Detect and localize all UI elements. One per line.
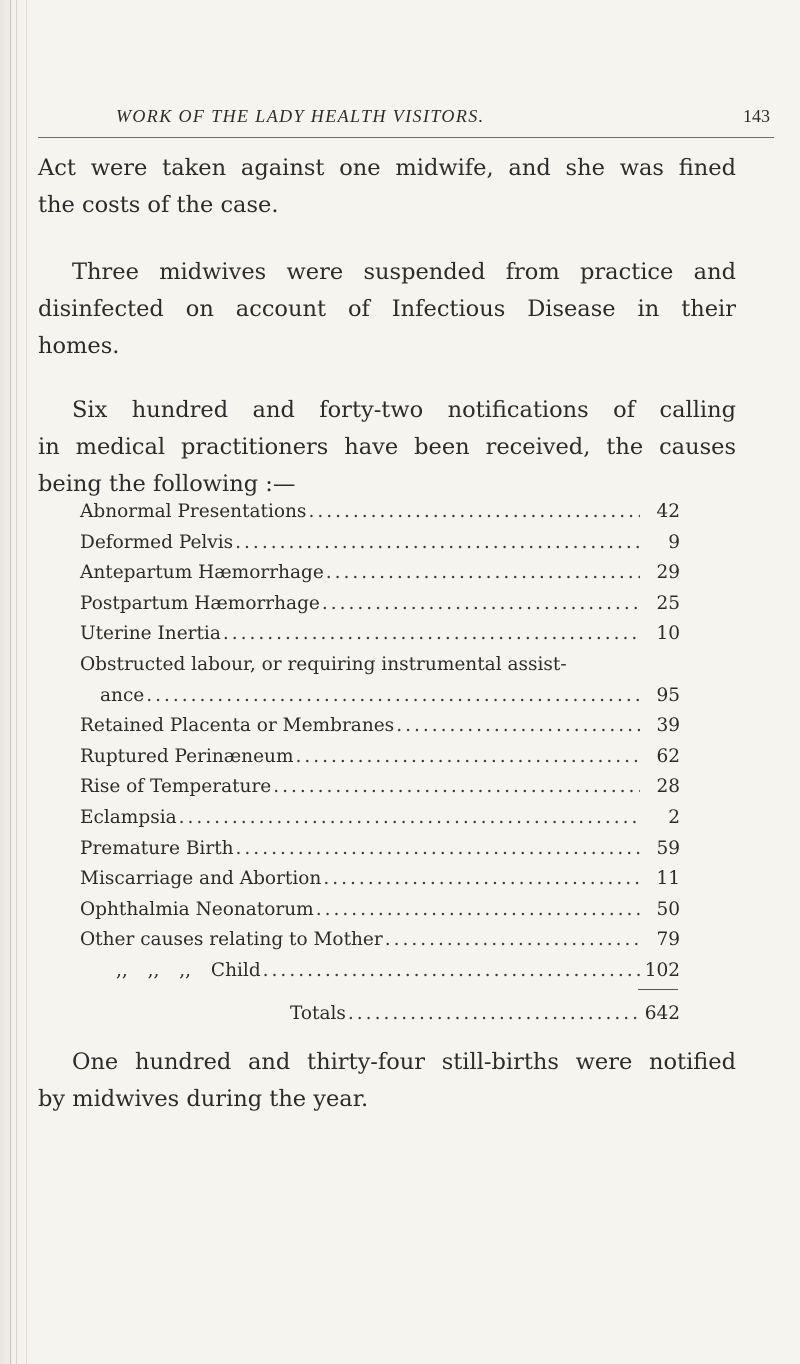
list-item: [80, 558, 680, 589]
list-item: [80, 650, 680, 681]
totals-row: [80, 999, 680, 1030]
cause-label: Ophthalmia Neonatorum: [80, 898, 314, 920]
list-item: [80, 711, 680, 742]
cause-label: ance: [100, 684, 145, 706]
text-line: by midwives during the year.: [38, 1086, 369, 1112]
cause-label: Rise of Temperature: [80, 776, 272, 798]
causes-list: [80, 497, 680, 1029]
cause-count: 11: [656, 868, 680, 890]
gutter-line: [16, 0, 17, 1364]
cause-count: 39: [656, 715, 680, 737]
cause-label: Obstructed labour, or requiring instrumental assist-: [80, 653, 567, 675]
list-item: [80, 589, 680, 620]
text-line: Act were taken against one midwife, and she was fined: [38, 155, 736, 181]
text-line: Three midwives were suspended from practice and: [72, 259, 736, 285]
cause-count: 79: [656, 929, 680, 951]
cause-count: 62: [656, 745, 680, 767]
cause-label: Ruptured Perinæneum: [80, 745, 294, 767]
text-line: the costs of the case.: [38, 192, 279, 218]
totals-label: Totals: [290, 1002, 346, 1024]
list-item: [80, 925, 680, 956]
paragraph-still-births: [38, 1044, 736, 1118]
cause-label: Antepartum Hæmorrhage: [80, 562, 324, 584]
list-item: [80, 864, 680, 895]
cause-count: 25: [656, 592, 680, 614]
total-rule: [80, 987, 680, 999]
list-item: [80, 803, 680, 834]
cause-label: Deformed Pelvis: [80, 531, 234, 553]
text-line: in medical practitioners have been received, the causes: [38, 434, 736, 460]
list-item: [80, 497, 680, 528]
list-item: [80, 956, 680, 987]
cause-label: ,, ,, ,, Child: [116, 959, 261, 981]
gutter-line: [10, 0, 11, 1364]
cause-count: 59: [656, 837, 680, 859]
paragraph-notifications: [38, 392, 736, 503]
cause-count: 2: [668, 806, 680, 828]
text-line: One hundred and thirty-four still-births were notified: [72, 1049, 736, 1075]
paragraph-fine: [38, 150, 736, 224]
page: [38, 0, 774, 1364]
cause-count: 28: [656, 776, 680, 798]
cause-count: 29: [656, 562, 680, 584]
list-item: [80, 772, 680, 803]
list-item: [80, 681, 680, 712]
cause-label: Uterine Inertia: [80, 623, 221, 645]
cause-count: 95: [656, 684, 680, 706]
cause-count: 9: [668, 531, 680, 553]
paragraph-suspensions: [38, 254, 736, 365]
list-item: [80, 619, 680, 650]
cause-label: Miscarriage and Abortion: [80, 868, 322, 890]
cause-label: Eclampsia: [80, 806, 177, 828]
list-item: [80, 742, 680, 773]
page-number: 143: [743, 106, 770, 126]
list-item: [80, 528, 680, 559]
cause-label: Retained Placenta or Membranes: [80, 715, 395, 737]
totals-value: 642: [644, 1002, 680, 1024]
cause-label: Postpartum Hæmorrhage: [80, 592, 320, 614]
text-line: Six hundred and forty-two notifications of calling: [72, 397, 736, 423]
list-item: [80, 895, 680, 926]
text-line: homes.: [38, 333, 120, 359]
text-line: being the following :—: [38, 471, 296, 497]
cause-label: Premature Birth: [80, 837, 234, 859]
cause-count: 10: [656, 623, 680, 645]
cause-count: 102: [644, 959, 680, 981]
running-title: WORK OF THE LADY HEALTH VISITORS.: [116, 106, 485, 126]
cause-count: 42: [656, 501, 680, 522]
book-gutter: [0, 0, 27, 1364]
text-line: disinfected on account of Infectious Disease in their: [38, 296, 736, 322]
cause-count: 50: [656, 898, 680, 920]
cause-label: Other causes relating to Mother: [80, 929, 383, 951]
list-item: [80, 834, 680, 865]
cause-label: Abnormal Presentations: [80, 501, 307, 522]
running-header: [38, 106, 774, 136]
header-rule: [38, 137, 774, 138]
